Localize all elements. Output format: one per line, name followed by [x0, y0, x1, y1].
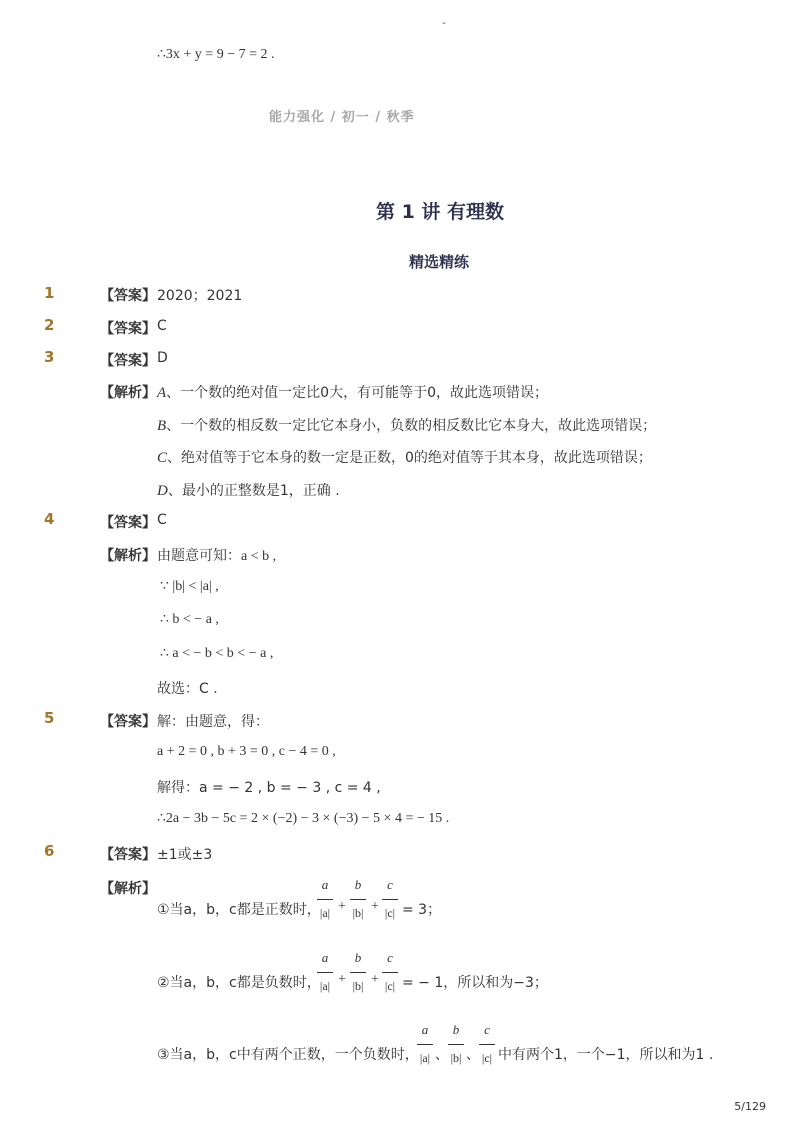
answer-tag-4: 【答案】	[100, 515, 156, 531]
question-number-3: 3	[44, 348, 55, 366]
fraction-a-over-abs-a: a |a|	[315, 877, 335, 921]
plus-sign: +	[371, 972, 379, 987]
list-separator: 、	[435, 1047, 449, 1063]
fraction-a-over-abs-a: a |a|	[415, 1022, 435, 1066]
lecture-title: 第 1 讲 有理数	[375, 201, 505, 223]
plus-sign: +	[338, 972, 346, 987]
analysis-3-line-b: B、一个数的相反数一定比它本身小，负数的相反数比它本身大，故此选项错误；	[157, 418, 657, 434]
analysis-4-step-therefore-2: ∴ a < − b < b < − a ,	[160, 646, 274, 661]
answer-6: ±1或±3	[157, 847, 213, 863]
answer-2: C	[157, 318, 167, 334]
answer-tag-5: 【答案】	[100, 714, 156, 730]
question-number-5: 5	[44, 709, 55, 727]
fraction-a-over-abs-a: a |a|	[315, 950, 335, 994]
analysis-3-line-d: D、最小的正整数是1，正确 .	[157, 483, 340, 499]
carry-over-equation: ∴3x + y = 9 − 7 = 2 .	[157, 47, 275, 62]
question-number-6: 6	[44, 842, 55, 860]
analysis-tag-4: 【解析】	[100, 548, 156, 564]
answer-3: D	[157, 350, 168, 366]
analysis-3-line-a: A、一个数的绝对值一定比0大，有可能等于0，故此选项错误；	[157, 385, 548, 401]
answer-1: 2020；2021	[157, 288, 243, 304]
answer-tag-6: 【答案】	[100, 847, 156, 863]
question-number-4: 4	[44, 510, 55, 528]
question-number-1: 1	[44, 284, 55, 302]
list-separator: 、	[466, 1047, 480, 1063]
plus-sign: +	[371, 899, 379, 914]
question-number-2: 2	[44, 316, 55, 334]
top-dash: -	[442, 16, 446, 29]
analysis-4-intro: 由题意可知：a < b ,	[157, 548, 277, 564]
answer-4: C	[157, 512, 167, 528]
analysis-4-step-therefore-1: ∴ b < − a ,	[160, 612, 219, 627]
fraction-b-over-abs-b: b |b|	[348, 877, 368, 921]
page-header: 能力强化 / 初一 / 秋季	[269, 110, 415, 125]
case-2-prefix: ②当a，b，c都是负数时，	[157, 975, 321, 991]
analysis-4-conclusion: 故选：C .	[157, 681, 218, 697]
answer-5-intro: 解：由题意，得：	[157, 714, 269, 730]
answer-5-step-2: 解得：a = − 2 , b = − 3 , c = 4 ,	[157, 780, 381, 796]
section-title: 精选精练	[408, 253, 469, 271]
answer-5-step-3: ∴2a − 3b − 5c = 2 × (−2) − 3 × (−3) − 5 × 4 = − 15 .	[157, 811, 450, 826]
fraction-b-over-abs-b: b |b|	[446, 1022, 466, 1066]
case-2-suffix: = − 1，所以和为−3；	[402, 975, 548, 991]
case-3-suffix: 中有两个1，一个−1，所以和为1 .	[498, 1047, 714, 1063]
fraction-c-over-abs-c: c |c|	[380, 877, 400, 921]
answer-tag-1: 【答案】	[100, 288, 156, 304]
analysis-tag-3: 【解析】	[100, 385, 156, 401]
fraction-b-over-abs-b: b |b|	[348, 950, 368, 994]
case-3-prefix: ③当a，b，c中有两个正数，一个负数时，	[157, 1047, 419, 1063]
answer-tag-2: 【答案】	[100, 321, 156, 337]
answer-5-step-1: a + 2 = 0 , b + 3 = 0 , c − 4 = 0 ,	[157, 744, 336, 759]
fraction-c-over-abs-c: c |c|	[380, 950, 400, 994]
analysis-3-line-c: C、绝对值等于它本身的数一定是正数，0的绝对值等于其本身，故此选项错误；	[157, 450, 652, 466]
answer-tag-3: 【答案】	[100, 353, 156, 369]
case-1-prefix: ①当a，b，c都是正数时，	[157, 902, 321, 918]
case-1-suffix: = 3；	[402, 902, 442, 918]
plus-sign: +	[338, 899, 346, 914]
analysis-4-step-because: ∵ |b| < |a| ,	[160, 579, 219, 594]
analysis-tag-6: 【解析】	[100, 881, 156, 897]
fraction-c-over-abs-c: c |c|	[477, 1022, 497, 1066]
page-number: 5/129	[734, 1100, 766, 1113]
